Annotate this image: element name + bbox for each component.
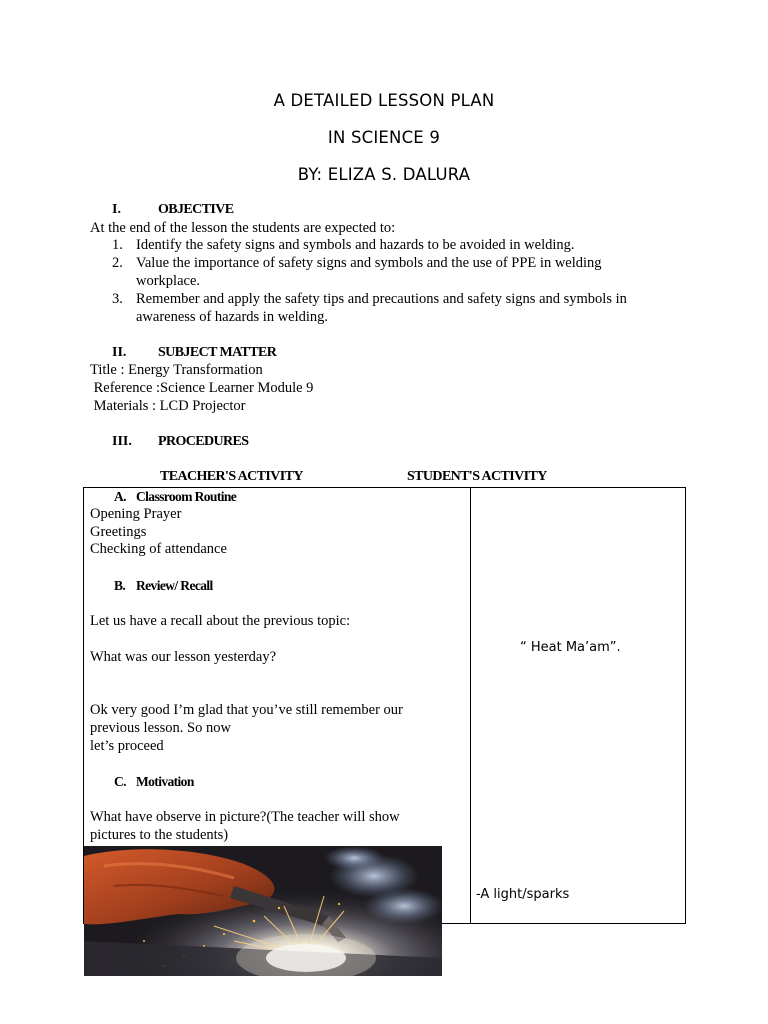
motivation-question: What have observe in picture?(The teacher will show bbox=[90, 809, 400, 825]
objective-item-text: Remember and apply the safety tips and precautions and safety signs and symbols in bbox=[136, 291, 627, 307]
procedures-number: III. bbox=[112, 434, 132, 449]
subject-matter-heading: SUBJECT MATTER bbox=[158, 345, 277, 360]
routine-item: Greetings bbox=[90, 524, 147, 540]
objective-item-text-cont: awareness of hazards in welding. bbox=[136, 309, 329, 325]
objective-item-number: 2. bbox=[112, 255, 123, 271]
section-b-label: B. bbox=[114, 578, 126, 593]
objective-number: I. bbox=[112, 202, 121, 217]
subject-title: Title : Energy Transformation bbox=[90, 362, 263, 378]
objective-item-number: 1. bbox=[112, 237, 123, 253]
subject-matter-number: II. bbox=[112, 345, 127, 360]
objective-item-number: 3. bbox=[112, 291, 123, 307]
routine-item: Opening Prayer bbox=[90, 506, 182, 522]
teacher-activity-header: TEACHER'S ACTIVITY bbox=[160, 469, 303, 484]
table-column-divider bbox=[470, 488, 471, 923]
procedures-heading: PROCEDURES bbox=[158, 434, 249, 449]
welding-photo bbox=[84, 846, 442, 976]
recall-prompt: Let us have a recall about the previous topic: bbox=[90, 613, 351, 629]
motivation-question: pictures to the students) bbox=[90, 827, 229, 843]
document-subject: IN SCIENCE 9 bbox=[327, 128, 441, 147]
section-c-title: Motivation bbox=[136, 774, 194, 789]
objective-heading: OBJECTIVE bbox=[158, 202, 234, 217]
praise-text: let’s proceed bbox=[90, 738, 164, 754]
subject-reference: Reference :Science Learner Module 9 bbox=[90, 380, 314, 396]
document-title: A DETAILED LESSON PLAN bbox=[273, 91, 495, 110]
section-a-title: Classroom Routine bbox=[136, 489, 237, 504]
objective-intro: At the end of the lesson the students are expected to: bbox=[90, 220, 396, 236]
objective-item-text: Value the importance of safety signs and symbols and the use of PPE in welding bbox=[136, 255, 602, 271]
section-b-title: Review/ Recall bbox=[136, 578, 213, 593]
recall-question: What was our lesson yesterday? bbox=[90, 649, 277, 665]
section-a-label: A. bbox=[114, 489, 126, 504]
student-activity-header: STUDENT'S ACTIVITY bbox=[407, 469, 547, 484]
objective-item-text: Identify the safety signs and symbols and hazards to be avoided in welding. bbox=[136, 237, 575, 253]
objective-item-text-cont: workplace. bbox=[136, 273, 201, 289]
praise-text: Ok very good I’m glad that you’ve still remember our bbox=[90, 702, 403, 718]
praise-text: previous lesson. So now bbox=[90, 720, 231, 736]
student-answer-sparks: -A light/sparks bbox=[476, 887, 570, 902]
routine-item: Checking of attendance bbox=[90, 541, 227, 557]
document-author: BY: ELIZA S. DALURA bbox=[297, 165, 471, 184]
student-answer-heat: “ Heat Ma’am”. bbox=[520, 640, 621, 655]
subject-materials: Materials : LCD Projector bbox=[90, 398, 246, 414]
section-c-label: C. bbox=[114, 774, 126, 789]
